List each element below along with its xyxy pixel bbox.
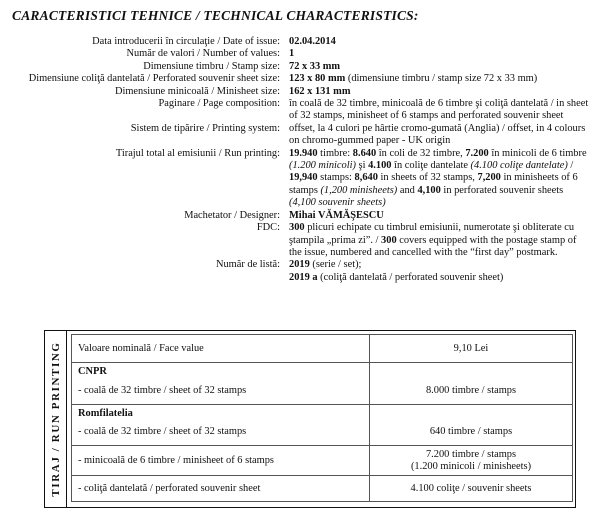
table-row xyxy=(72,420,573,446)
run-text: în coliţe dantelate xyxy=(391,160,471,172)
run-text: 8,640 xyxy=(354,172,378,184)
row-value: 8.000 timbre / stamps xyxy=(370,378,573,404)
list-set-number: 2019 xyxy=(289,259,310,271)
spec-value: 72 x 33 mm xyxy=(289,60,341,72)
face-value: 9,10 Lei xyxy=(370,335,573,363)
spec-value: Mihai VĂMĂŞESCU xyxy=(289,209,384,221)
fdc-text: 300 xyxy=(381,234,397,246)
spec-run-printing xyxy=(6,148,594,210)
spec-label: Paginare / Page composition: xyxy=(158,98,280,110)
spec-value xyxy=(289,222,594,259)
spec-souvenir-sheet-size xyxy=(6,73,594,85)
spec-minisheet-size xyxy=(6,86,594,98)
fdc-text: 300 xyxy=(289,222,305,234)
spec-label: Număr de listă: xyxy=(215,259,280,271)
run-text: (4,100 souvenir sheets) xyxy=(289,197,386,209)
run-text: and xyxy=(397,184,418,196)
list-set-note: (serie / set); xyxy=(309,259,362,271)
row-value: 640 timbre / stamps xyxy=(370,420,573,446)
spec-printing-system xyxy=(6,123,594,148)
fdc-text: plicuri echipate cu timbrul emisiunii, numerotate şi obliterate cu ştampila „prima zi”. / xyxy=(289,222,575,246)
spec-value xyxy=(289,73,594,85)
souvenir-size-note: (dimensiune timbru / stamp size 72 x 33 mm) xyxy=(345,73,538,85)
row-value-line: 7.200 timbre / stamps xyxy=(425,448,517,460)
run-printing-box xyxy=(44,330,576,508)
page-title: CARACTERISTICI TEHNICE / TECHNICAL CHARACTERISTICS: xyxy=(12,8,419,23)
spec-value: 1 xyxy=(289,48,295,60)
spec-label: Tirajul total al emisiunii / Run printing: xyxy=(115,147,280,159)
run-text: (4.100 coliţe dantelate) xyxy=(470,160,568,172)
run-text: 8.640 xyxy=(352,147,377,159)
spec-label: Dimensiune minicoală / Minisheet size: xyxy=(114,85,280,97)
list-sheet-number: 2019 a xyxy=(289,271,318,283)
table-row xyxy=(72,378,573,404)
run-text: 7,200 xyxy=(477,172,501,184)
run-printing-table xyxy=(71,334,573,502)
run-text: 4,100 xyxy=(417,184,441,196)
run-text: şi xyxy=(355,160,369,172)
spec-issue-date xyxy=(6,36,594,48)
run-text: in minisheets of 6 stamps xyxy=(289,172,578,196)
spec-value xyxy=(289,259,594,284)
run-text: stamps: xyxy=(317,172,355,184)
spec-label: Dimensiune coliţă dantelată / Perforated souvenir sheet size: xyxy=(28,73,280,85)
specs-table xyxy=(6,36,594,284)
run-text: (1.200 minicoli) xyxy=(289,160,356,172)
section-header-cnpr xyxy=(72,363,573,379)
row-label: - coală de 32 timbre / sheet of 32 stamps xyxy=(72,420,370,446)
table-row xyxy=(72,335,573,363)
run-text: / xyxy=(567,160,574,172)
row-value xyxy=(370,446,573,476)
spec-label: Data introducerii în circulaţie / Date of issue: xyxy=(92,36,280,47)
side-label-text: TIRAJ / RUN PRINTING xyxy=(49,341,62,497)
table-row xyxy=(72,476,573,502)
run-text: 19,940 xyxy=(289,172,318,184)
table-row xyxy=(72,446,573,476)
souvenir-size-value: 123 x 80 mm xyxy=(289,73,346,85)
spec-stamp-size xyxy=(6,61,594,73)
spec-label: Dimensiune timbru / Stamp size: xyxy=(143,60,280,72)
spec-fdc xyxy=(6,222,594,259)
spec-value: 02.04.2014 xyxy=(289,36,336,47)
run-text: 4.100 xyxy=(368,160,392,172)
run-text: 19.940 xyxy=(289,147,318,159)
run-text: in perforated souvenir sheets xyxy=(440,184,564,196)
run-text: in sheets of 32 stamps, xyxy=(377,172,478,184)
spec-label: Sistem de tipărire / Printing system: xyxy=(130,122,280,134)
spec-value: offset, la 4 culori pe hârtie cromo-gumată (Anglia) / offset, in 4 colours on chromo-gummed paper - UK origin xyxy=(289,122,586,147)
run-text: timbre: xyxy=(317,147,353,159)
row-label: - coală de 32 timbre / sheet of 32 stamps xyxy=(72,378,370,404)
cnpr-header: CNPR xyxy=(72,363,370,379)
run-text: în minicoli de 6 timbre xyxy=(488,147,587,159)
spec-number-of-values xyxy=(6,48,594,60)
run-text: (1,200 minisheets) xyxy=(320,184,398,196)
spec-value xyxy=(289,148,594,210)
face-value-label: Valoare nominală / Face value xyxy=(72,335,370,363)
row-value: 4.100 coliţe / souvenir sheets xyxy=(370,476,573,502)
row-label: - minicoală de 6 timbre / minisheet of 6 stamps xyxy=(72,446,370,476)
list-sheet-note: (coliţă dantelată / perforated souvenir sheet) xyxy=(317,271,504,283)
spec-label: Machetator / Designer: xyxy=(184,209,280,221)
spec-page-composition xyxy=(6,98,594,123)
romfilatelia-header: Romfilatelia xyxy=(72,404,370,420)
fdc-text: covers equipped with the postage stamp of the issue, numbered and cancelled with the “first day” postmark. xyxy=(289,234,577,258)
run-text: 7.200 xyxy=(465,147,489,159)
spec-label: Număr de valori / Number of values: xyxy=(126,48,280,60)
spec-value: 162 x 131 mm xyxy=(289,85,351,97)
row-value-line: (1.200 minicoli / minisheets) xyxy=(410,460,532,472)
run-printing-side-label xyxy=(45,331,67,507)
spec-value: în coală de 32 timbre, minicoală de 6 timbre şi coliţă dantelată / in sheet of 32 stamps, minisheet of 6 stamps and perforated souvenir sheet xyxy=(289,98,589,122)
row-label: - coliţă dantelată / perforated souvenir sheet xyxy=(72,476,370,502)
spec-label: FDC: xyxy=(256,222,280,234)
run-text: în coli de 32 timbre, xyxy=(376,147,466,159)
spec-list-number xyxy=(6,259,594,284)
spec-designer xyxy=(6,210,594,222)
section-header-romfilatelia xyxy=(72,404,573,420)
